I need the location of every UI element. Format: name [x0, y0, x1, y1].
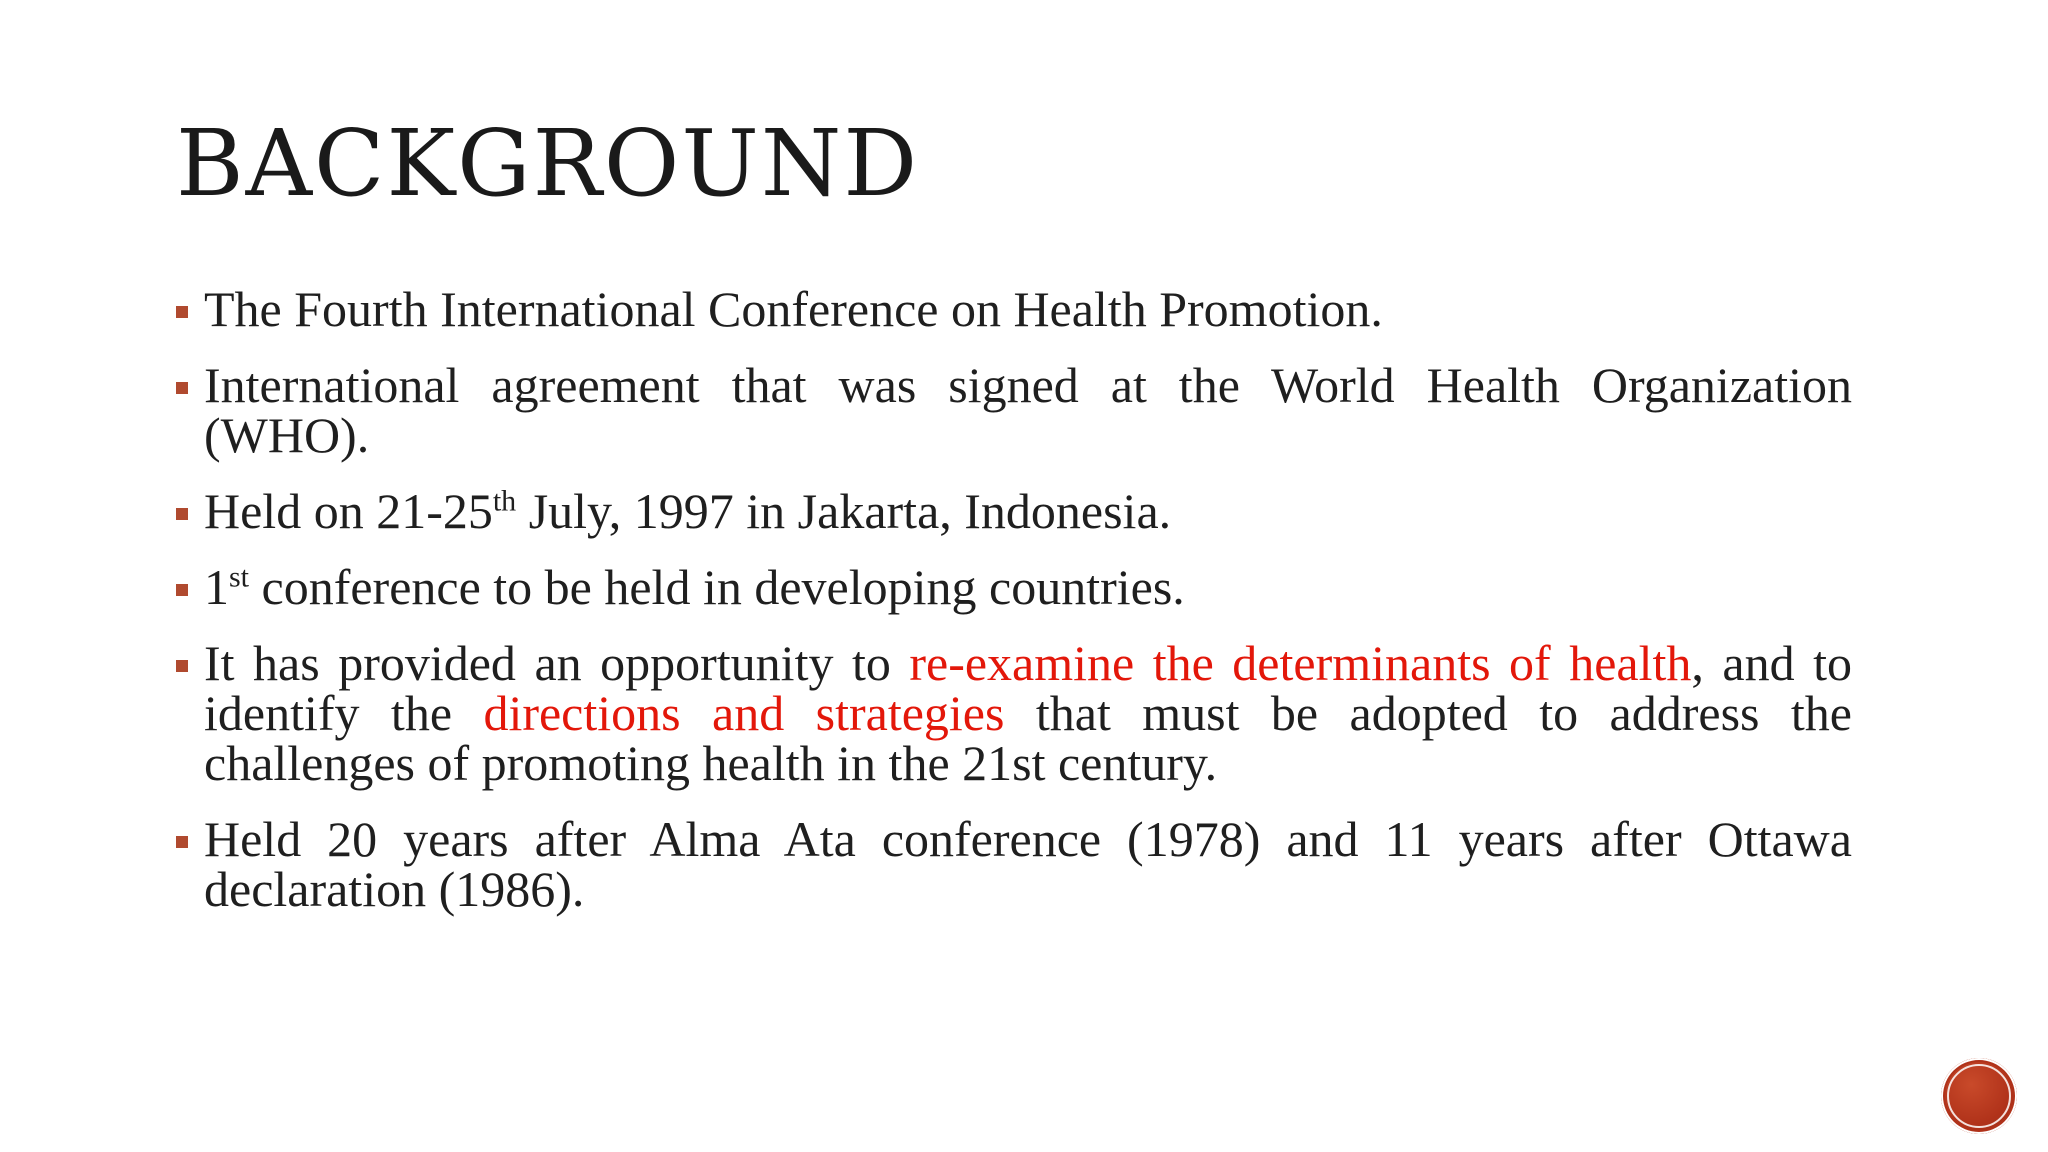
bullet-item [176, 635, 1852, 791]
bullet-text-end: July, 1997 in Jakarta, Indonesia. [516, 483, 1172, 539]
bullet-item [176, 357, 1852, 463]
bullet-text-part3: that must be adopted to address the challenges of promoting health in the 21st century. [204, 685, 1852, 791]
bullet-item [176, 483, 1852, 539]
bullet-text-part2: , and to identify the [204, 635, 1852, 741]
bullet-text: The Fourth International Conference on Health Promotion. [204, 281, 1383, 337]
bullet-marker-icon [176, 306, 188, 318]
bullet-text: Held 20 years after Alma Ata conference (1978) and 11 years after Ottawa declaration (1986). [204, 811, 1852, 917]
bullet-marker-icon [176, 508, 188, 520]
bullet-list [176, 281, 1852, 940]
bullet-text: International agreement that was signed at the World Health Organization (WHO). [204, 357, 1852, 463]
bullet-marker-icon [176, 660, 188, 672]
bullet-text-end: conference to be held in developing countries. [249, 559, 1185, 615]
bullet-text-start: 1 [204, 559, 229, 615]
highlighted-text-strategies: directions and strategies [483, 685, 1005, 741]
bullet-item [176, 559, 1852, 615]
slide-title: BACKGROUND [176, 110, 920, 217]
bullet-text-part1: It has provided an opportunity to [204, 635, 910, 691]
bullet-item [176, 281, 1852, 337]
highlighted-text-determinants: re-examine the determinants of health [909, 635, 1692, 691]
bullet-marker-icon [176, 584, 188, 596]
bullet-superscript: st [229, 560, 250, 594]
bullet-item [176, 811, 1852, 917]
bullet-text-start: Held on 21-25 [204, 483, 493, 539]
bullet-superscript: th [492, 484, 517, 518]
slide-number-badge-icon [1941, 1058, 2017, 1134]
bullet-marker-icon [176, 836, 188, 848]
bullet-marker-icon [176, 382, 188, 394]
